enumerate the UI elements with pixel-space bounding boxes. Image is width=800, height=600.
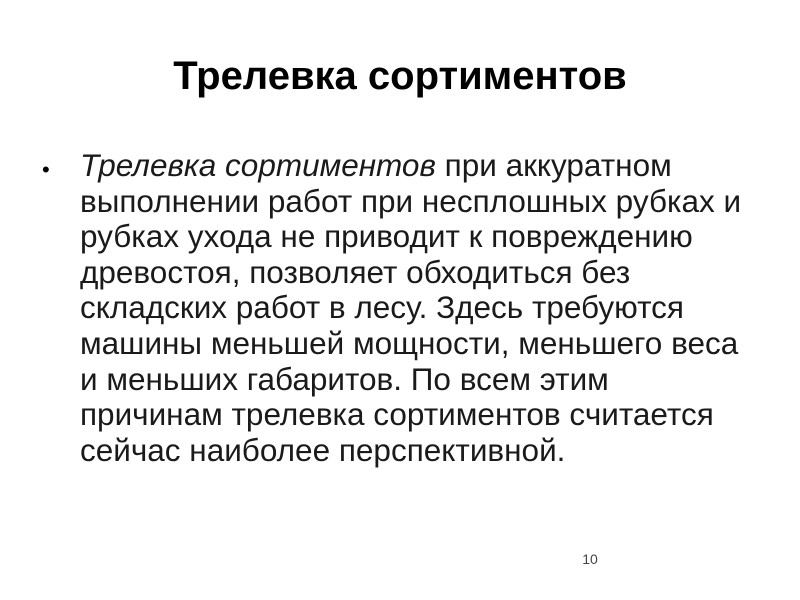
bullet-item [40, 148, 760, 468]
bullet-emphasis: Трелевка сортиментов [80, 147, 436, 183]
slide-title: Трелевка сортиментов [173, 54, 627, 98]
bullet-body: при аккуратном выполнении работ при несплошных рубках и рубках ухода не приводит к повреждению древостоя, позволяет обходиться без складских работ в лесу. Здесь требуются машины меньшей мощности, меньшего веса и меньших габаритов. По всем этим причинам трелевка сортиментов считается сейчас наиболее перспективной. [80, 147, 742, 468]
page-number: 10 [582, 551, 598, 567]
bullet-paragraph [80, 148, 760, 468]
bullet-icon: • [42, 157, 50, 182]
